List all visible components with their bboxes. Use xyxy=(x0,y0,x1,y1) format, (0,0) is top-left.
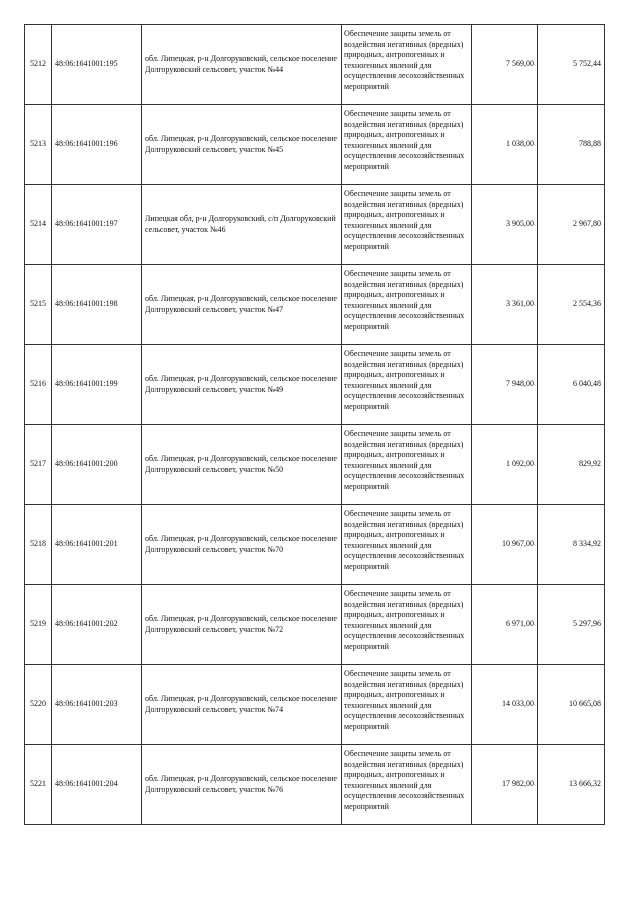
table-row xyxy=(25,585,605,665)
plot-purpose: Обеспечение защиты земель от воздействия негативных (вредных) природных, антропогенных и техногенных явлений для осуществления лесохозяйственных мероприятий xyxy=(342,185,472,265)
plot-amount: 6 040,48 xyxy=(538,345,605,425)
plot-address: обл. Липецкая, р-н Долгоруковский, сельское поселение Долгоруковский сельсовет, участок №44 xyxy=(142,25,342,105)
plot-area: 1 038,00 xyxy=(472,105,538,185)
row-number: 5218 xyxy=(25,505,52,585)
plot-purpose: Обеспечение защиты земель от воздействия негативных (вредных) природных, антропогенных и техногенных явлений для осуществления лесохозяйственных мероприятий xyxy=(342,265,472,345)
table-row xyxy=(25,265,605,345)
table-row xyxy=(25,25,605,105)
table-row xyxy=(25,665,605,745)
plot-area: 1 092,00 xyxy=(472,425,538,505)
cadastral-number: 48:06:1641001:199 xyxy=(52,345,142,425)
row-number: 5215 xyxy=(25,265,52,345)
cadastral-number: 48:06:1641001:202 xyxy=(52,585,142,665)
plot-purpose: Обеспечение защиты земель от воздействия негативных (вредных) природных, антропогенных и техногенных явлений для осуществления лесохозяйственных мероприятий xyxy=(342,585,472,665)
plot-area: 14 033,00 xyxy=(472,665,538,745)
plot-purpose: Обеспечение защиты земель от воздействия негативных (вредных) природных, антропогенных и техногенных явлений для осуществления лесохозяйственных мероприятий xyxy=(342,745,472,825)
cadastral-number: 48:06:1641001:201 xyxy=(52,505,142,585)
plot-area: 6 971,00 xyxy=(472,585,538,665)
row-number: 5214 xyxy=(25,185,52,265)
row-number: 5220 xyxy=(25,665,52,745)
plot-address: обл. Липецкая, р-н Долгоруковский, сельское поселение Долгоруковский сельсовет, участок №49 xyxy=(142,345,342,425)
row-number: 5213 xyxy=(25,105,52,185)
plot-amount: 13 666,32 xyxy=(538,745,605,825)
plot-area: 7 948,00 xyxy=(472,345,538,425)
plot-amount: 2 967,80 xyxy=(538,185,605,265)
land-plots-table xyxy=(24,24,605,825)
row-number: 5219 xyxy=(25,585,52,665)
plot-address: обл. Липецкая, р-н Долгоруковский, сельское поселение Долгоруковский сельсовет, участок №47 xyxy=(142,265,342,345)
table-row xyxy=(25,425,605,505)
document-page xyxy=(24,24,604,825)
plot-area: 10 967,00 xyxy=(472,505,538,585)
plot-area: 3 905,00 xyxy=(472,185,538,265)
row-number: 5216 xyxy=(25,345,52,425)
plot-area: 17 982,00 xyxy=(472,745,538,825)
cadastral-number: 48:06:1641001:204 xyxy=(52,745,142,825)
table-row xyxy=(25,345,605,425)
cadastral-number: 48:06:1641001:195 xyxy=(52,25,142,105)
cadastral-number: 48:06:1641001:200 xyxy=(52,425,142,505)
plot-purpose: Обеспечение защиты земель от воздействия негативных (вредных) природных, антропогенных и техногенных явлений для осуществления лесохозяйственных мероприятий xyxy=(342,345,472,425)
plot-purpose: Обеспечение защиты земель от воздействия негативных (вредных) природных, антропогенных и техногенных явлений для осуществления лесохозяйственных мероприятий xyxy=(342,505,472,585)
plot-amount: 8 334,92 xyxy=(538,505,605,585)
plot-address: обл. Липецкая, р-н Долгоруковский, сельское поселение Долгоруковский сельсовет, участок №72 xyxy=(142,585,342,665)
plot-purpose: Обеспечение защиты земель от воздействия негативных (вредных) природных, антропогенных и техногенных явлений для осуществления лесохозяйственных мероприятий xyxy=(342,665,472,745)
plot-amount: 10 665,08 xyxy=(538,665,605,745)
plot-address: обл. Липецкая, р-н Долгоруковский, сельское поселение Долгоруковский сельсовет, участок №45 xyxy=(142,105,342,185)
cadastral-number: 48:06:1641001:196 xyxy=(52,105,142,185)
cadastral-number: 48:06:1641001:203 xyxy=(52,665,142,745)
plot-address: обл. Липецкая, р-н Долгоруковский, сельское поселение Долгоруковский сельсовет, участок №76 xyxy=(142,745,342,825)
table-row xyxy=(25,505,605,585)
plot-purpose: Обеспечение защиты земель от воздействия негативных (вредных) природных, антропогенных и техногенных явлений для осуществления лесохозяйственных мероприятий xyxy=(342,25,472,105)
plot-address: обл. Липецкая, р-н Долгоруковский, сельское поселение Долгоруковский сельсовет, участок №50 xyxy=(142,425,342,505)
row-number: 5221 xyxy=(25,745,52,825)
plot-amount: 5 297,96 xyxy=(538,585,605,665)
plot-address: обл. Липецкая, р-н Долгоруковский, сельское поселение Долгоруковский сельсовет, участок №70 xyxy=(142,505,342,585)
plot-address: обл. Липецкая, р-н Долгоруковский, сельское поселение Долгоруковский сельсовет, участок №74 xyxy=(142,665,342,745)
plot-purpose: Обеспечение защиты земель от воздействия негативных (вредных) природных, антропогенных и техногенных явлений для осуществления лесохозяйственных мероприятий xyxy=(342,105,472,185)
cadastral-number: 48:06:1641001:197 xyxy=(52,185,142,265)
plot-amount: 5 752,44 xyxy=(538,25,605,105)
plot-amount: 2 554,36 xyxy=(538,265,605,345)
plot-amount: 788,88 xyxy=(538,105,605,185)
plot-purpose: Обеспечение защиты земель от воздействия негативных (вредных) природных, антропогенных и техногенных явлений для осуществления лесохозяйственных мероприятий xyxy=(342,425,472,505)
plot-area: 3 361,00 xyxy=(472,265,538,345)
table-row xyxy=(25,185,605,265)
cadastral-number: 48:06:1641001:198 xyxy=(52,265,142,345)
row-number: 5212 xyxy=(25,25,52,105)
table-row xyxy=(25,105,605,185)
plot-amount: 829,92 xyxy=(538,425,605,505)
row-number: 5217 xyxy=(25,425,52,505)
table-row xyxy=(25,745,605,825)
plot-area: 7 569,00 xyxy=(472,25,538,105)
plot-address: Липецкая обл, р-н Долгоруковский, с/п Долгоруковский сельсовет, участок №46 xyxy=(142,185,342,265)
